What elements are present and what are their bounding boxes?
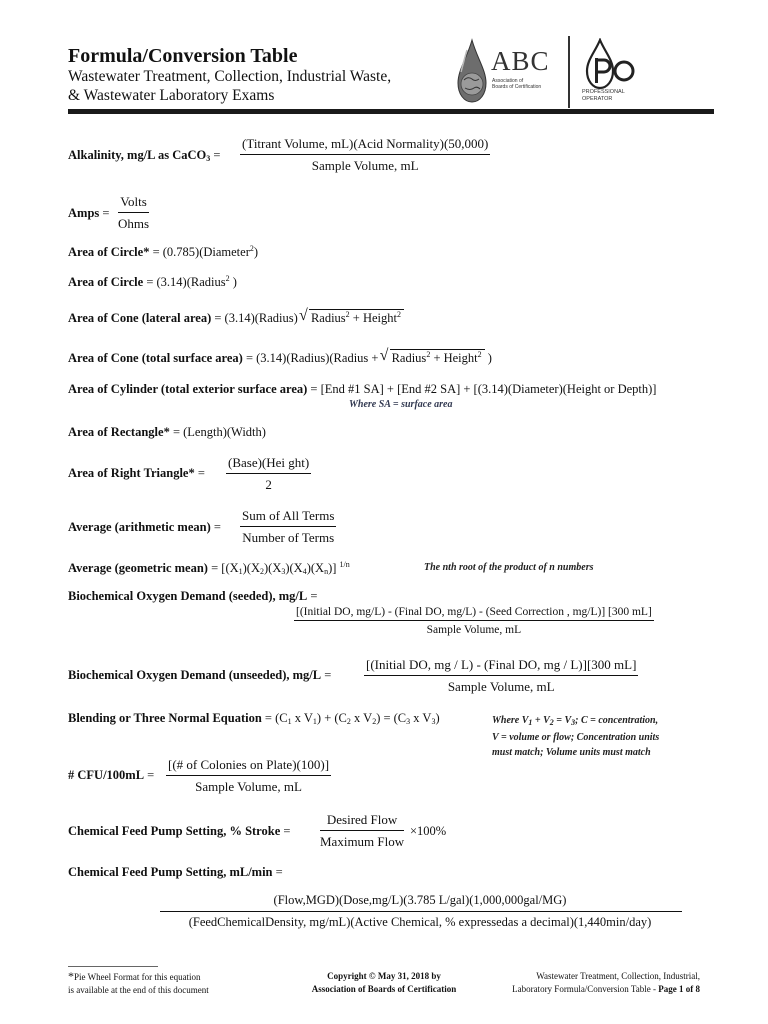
footer-right xyxy=(512,970,700,996)
avg-arithmetic-label: Average (arithmetic mean) = xyxy=(68,520,221,534)
water-drop-globe-icon xyxy=(455,38,489,104)
footer-left-line2: is available at the end of this document xyxy=(68,985,209,995)
avg-arithmetic-denominator: Number of Terms xyxy=(242,530,335,545)
bod-unseeded-label: Biochemical Oxygen Demand (unseeded), mg/L = xyxy=(68,668,332,682)
po-logo-subtext xyxy=(582,89,625,102)
pump-stroke-label: Chemical Feed Pump Setting, % Stroke = xyxy=(68,824,291,838)
avg-arithmetic-numerator: Sum of All Terms xyxy=(240,508,336,527)
footer-copyright: Copyright © May 31, 2018 by xyxy=(327,971,441,981)
bod-seeded-fraction xyxy=(294,606,654,636)
logo-separator xyxy=(568,36,570,108)
cfu-denominator: Sample Volume, mL xyxy=(195,779,302,794)
right-triangle-numerator: (Base)(Hei ght) xyxy=(226,455,311,474)
bod-unseeded-fraction xyxy=(364,657,638,695)
bod-seeded-label: Biochemical Oxygen Demand (seeded), mg/L = xyxy=(68,589,318,603)
footer-left-line1: *Pie Wheel Format for this equation xyxy=(68,969,201,983)
amps-fraction xyxy=(118,194,149,232)
right-triangle-label: Area of Right Triangle* = xyxy=(68,466,205,480)
abc-logo-text: ABC xyxy=(491,46,550,76)
cfu-label: # CFU/100mL = xyxy=(68,768,155,782)
circle-radius-formula: Area of Circle = (3.14)(Radius$^2$ ) xyxy=(68,274,237,289)
pump-ml-numerator: (Flow,MGD)(Dose,mg/L)(3.785 L/gal)(1,000,000gal/MG) xyxy=(273,893,567,907)
abc-logo-subtext xyxy=(492,78,541,90)
footer-right-line1: Wastewater Treatment, Collection, Industrial, xyxy=(536,971,700,981)
po-letter-o xyxy=(615,62,633,80)
pump-stroke-multiplier: ×100% xyxy=(410,824,447,838)
pump-ml-denominator: (FeedChemicalDensity, mg/mL)(Active Chemical, % expressedas a decimal)(1,440min/day) xyxy=(188,915,652,929)
alkalinity-denominator: Sample Volume, mL xyxy=(311,158,419,173)
rectangle-formula: Area of Rectangle* = (Length)(Width) xyxy=(68,425,266,439)
pump-ml-label: Chemical Feed Pump Setting, mL/min = xyxy=(68,865,283,879)
cfu-fraction xyxy=(166,757,331,795)
alkalinity-label: Alkalinity, mg/L as CaCO$_3$ = xyxy=(68,148,221,163)
cylinder-note: Where SA = surface area xyxy=(349,399,453,410)
abc-logo xyxy=(455,38,570,106)
cone-total-formula: Area of Cone (total surface area) = (3.14)(Radius)(Radius + √ Radius$^2$ + Height$^2$ ) xyxy=(68,349,492,366)
po-drop-icon xyxy=(578,38,658,90)
bod-unseeded-numerator: [(Initial DO, mg / L) - (Final DO, mg / L)][300 mL] xyxy=(364,657,638,676)
avg-geometric-formula: Average (geometric mean) = $[(X_1)(X_2)(X_3)(X_4)(X_n)]$ $^{1/n}$ xyxy=(68,560,350,576)
footer-center xyxy=(298,970,470,996)
blending-note-line3: must match; Volume units must match xyxy=(492,747,651,758)
square-root-radical: √ Radius$^2$ + Height$^2$ xyxy=(309,309,404,326)
pump-stroke-numerator: Desired Flow xyxy=(320,812,404,831)
footer-right-line2: Laboratory Formula/Conversion Table - Page 1 of 8 xyxy=(512,984,700,994)
footer-rule xyxy=(68,966,158,967)
cone-lateral-formula: Area of Cone (lateral area) = (3.14)(Radius) √ Radius$^2$ + Height$^2$ xyxy=(68,309,404,326)
po-logo xyxy=(578,38,658,108)
blending-note xyxy=(492,713,659,760)
cfu-numerator: [(# of Colonies on Plate)(100)] xyxy=(166,757,331,776)
right-triangle-denominator: 2 xyxy=(265,477,272,492)
cylinder-formula: Area of Cylinder (total exterior surface area) = [End #1 SA] + [End #2 SA] + [(3.14)(Diameter)(Height or Depth)] xyxy=(68,382,657,396)
bod-unseeded-denominator: Sample Volume, mL xyxy=(447,679,555,694)
pump-stroke-denominator: Maximum Flow xyxy=(320,834,405,849)
abc-logo-subtext-1: Association of xyxy=(492,78,524,84)
header-rule xyxy=(68,109,714,114)
amps-denominator: Ohms xyxy=(118,216,150,231)
alkalinity-numerator: (Titrant Volume, mL)(Acid Normality)(50,000) xyxy=(240,136,490,155)
bod-seeded-denominator: Sample Volume, mL xyxy=(426,624,522,636)
square-root-radical: √ Radius$^2$ + Height$^2$ xyxy=(390,349,485,366)
po-logo-subtext-2: OPERATOR xyxy=(582,95,613,102)
blending-note-line2: V = volume or flow; Concentration units xyxy=(492,732,660,743)
footer-organization: Association of Boards of Certification xyxy=(311,984,457,994)
page-subtitle-line1: Wastewater Treatment, Collection, Industrial Waste, xyxy=(68,68,392,85)
page-subtitle-line2: & Wastewater Laboratory Exams xyxy=(68,87,275,104)
pump-stroke-fraction xyxy=(320,812,404,850)
po-logo-subtext-1: PROFESSIONAL xyxy=(582,89,625,95)
alkalinity-fraction xyxy=(240,136,490,174)
amps-numerator: Volts xyxy=(118,194,149,213)
circle-diameter-formula: Area of Circle* = (0.785)(Diameter$^2$) xyxy=(68,244,259,259)
abc-logo-subtext-2: Boards of Certification xyxy=(492,84,542,90)
right-triangle-fraction xyxy=(226,455,311,493)
page-number: Page 1 of 8 xyxy=(658,984,700,994)
footer-left xyxy=(68,970,209,997)
blending-formula: Blending or Three Normal Equation = ($C_1$ x $V_1) + (C_2$ x $V_2) = (C_3$ x $V_3$) xyxy=(68,711,440,726)
amps-label: Amps = xyxy=(68,206,110,220)
blending-note-line1: Where $V_1 + V_2 = V_3$; C = concentration, xyxy=(492,715,659,727)
bod-seeded-numerator: [(Initial DO, mg/L) - (Final DO, mg/L) - (Seed Correction , mg/L)] [300 mL] xyxy=(294,606,654,621)
avg-arithmetic-fraction xyxy=(240,508,336,546)
avg-geometric-note: The nth root of the product of n numbers xyxy=(424,562,594,573)
page-title: Formula/Conversion Table xyxy=(68,45,298,67)
pump-ml-fraction-bar xyxy=(160,911,682,912)
